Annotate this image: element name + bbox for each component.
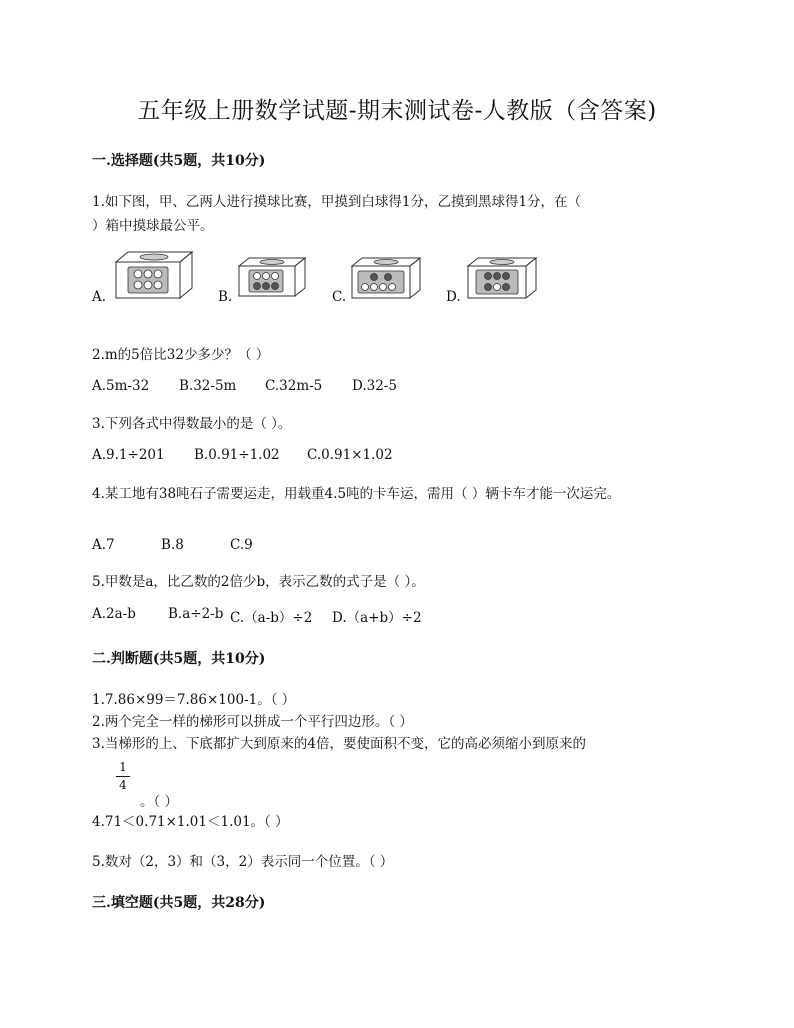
question-4-option-c: C.9 <box>230 537 253 553</box>
ball-box-b-icon <box>237 256 307 298</box>
fraction-denominator: 4 <box>119 778 127 792</box>
question-5-option-b: B.a÷2-b <box>168 606 224 622</box>
question-4-option-b: B.8 <box>161 537 184 553</box>
judgment-5-text: 5.数对（2，3）和（3，2）表示同一个位置。（ ） <box>92 854 394 870</box>
judgment-3-text: 3.当梯形的上、下底都扩大到原来的4倍，要使面积不变，它的高必须缩小到原来的 <box>92 736 586 752</box>
fraction-one-quarter <box>116 760 130 793</box>
question-3-option-a: A.9.1÷201 <box>92 447 165 463</box>
fraction-numerator: 1 <box>119 760 127 774</box>
question-4-text: 4.某工地有38吨石子需要运走，用载重4.5吨的卡车运，需用（ ）辆卡车才能一次运完。 <box>92 486 621 502</box>
question-2-text: 2.m的5倍比32少多少？（ ） <box>92 347 270 363</box>
ball-box-a-icon <box>114 250 194 300</box>
question-3-option-b: B.0.91÷1.02 <box>194 447 280 463</box>
question-3-text: 3.下列各式中得数最小的是（ ）。 <box>92 416 292 432</box>
question-4-option-a: A.7 <box>92 537 115 553</box>
section-heading-fill-blank: 三.填空题(共5题，共28分) <box>92 895 266 911</box>
option-c-label: C. <box>332 289 347 305</box>
question-1-line-2: ）箱中摸球最公平。 <box>92 218 214 234</box>
section-heading-judgment: 二.判断题(共5题，共10分) <box>92 651 266 667</box>
ball-box-d-icon <box>466 256 538 300</box>
option-a-label: A. <box>92 289 107 305</box>
ball-box-c-icon <box>350 256 422 300</box>
question-2-option-c: C.32m-5 <box>265 378 323 394</box>
judgment-1-text: 1.7.86×99＝7.86×100-1。（ ） <box>92 692 296 708</box>
question-5-option-c: C.（a-b）÷2 <box>230 610 313 626</box>
question-2-option-b: B.32-5m <box>179 378 237 394</box>
judgment-4-text: 4.71＜0.71×1.01＜1.01。（ ） <box>92 814 289 830</box>
question-5-option-d: D.（a+b）÷2 <box>332 610 422 626</box>
question-3-option-c: C.0.91×1.02 <box>307 447 393 463</box>
question-2-option-d: D.32-5 <box>352 378 397 394</box>
section-heading-choice: 一.选择题(共5题，共10分) <box>92 153 266 169</box>
question-1-line-1: 1.如下图，甲、乙两人进行摸球比赛，甲摸到白球得1分，乙摸到黑球得1分，在（ <box>92 194 582 210</box>
question-5-text: 5.甲数是a，比乙数的2倍少b，表示乙数的式子是（ ）。 <box>92 574 425 590</box>
question-2-option-a: A.5m-32 <box>92 378 150 394</box>
judgment-3-tail: 。（ ） <box>140 794 179 810</box>
judgment-2-text: 2.两个完全一样的梯形可以拼成一个平行四边形。（ ） <box>92 714 413 730</box>
page-title: 五年级上册数学试题-期末测试卷-人教版（含答案) <box>137 98 657 124</box>
option-b-label: B. <box>218 289 233 305</box>
option-d-label: D. <box>446 289 461 305</box>
question-5-option-a: A.2a-b <box>92 606 136 622</box>
